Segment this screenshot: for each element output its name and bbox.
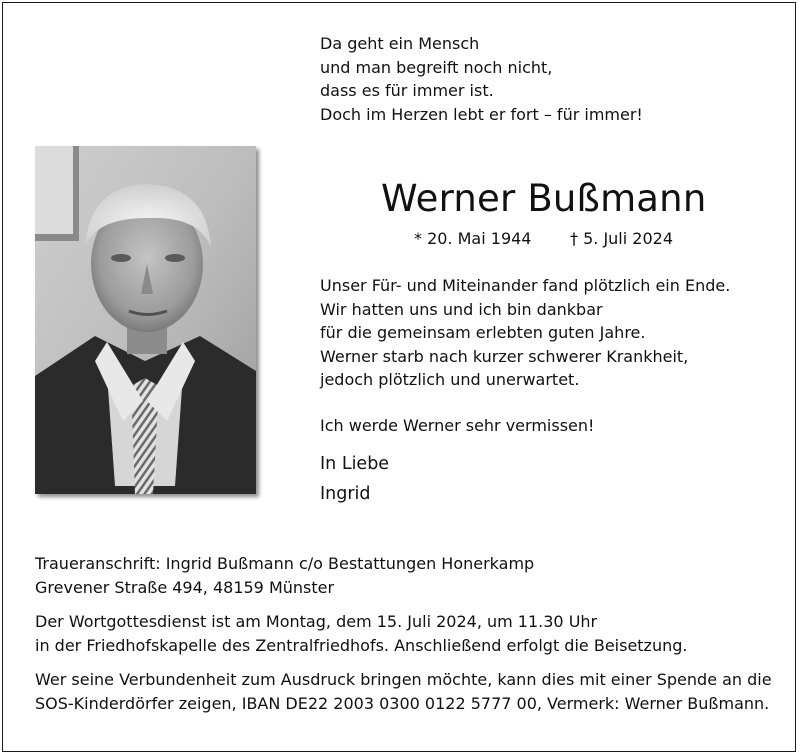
service-line: in der Friedhofskapelle des Zentralfriedhofs. Anschließend erfolgt die Beisetzung. [35,635,688,655]
service-line: Der Wortgottesdienst ist am Montag, dem 15. Juli 2024, um 11.30 Uhr [35,612,598,631]
portrait-photo [35,146,256,494]
service-details [35,610,687,657]
message-line: Unser Für- und Miteinander fand plötzlich ein Ende. [320,276,731,295]
address-line: Traueranschrift: Ingrid Bußmann c/o Bestattungen Honerkamp [35,554,535,573]
poem-line: Doch im Herzen lebt er fort – für immer! [320,104,643,124]
message [320,274,730,392]
donation-line: Wer seine Verbundenheit zum Ausdruck bringen möchte, kann dies mit einer Spende an die [35,670,772,689]
message-line: Werner starb nach kurzer schwerer Krankheit, [320,346,689,366]
donation-line: SOS-Kinderdörfer zeigen, IBAN DE22 2003 0300 0122 5777 00, Vermerk: Werner Bußmann. [35,693,770,713]
mourning-address [35,552,534,599]
donation-details [35,668,772,715]
deceased-name: Werner Bußmann [381,177,707,220]
message-line: Wir hatten uns und ich bin dankbar [320,299,603,319]
signoff-name: Ingrid [320,484,371,504]
poem [320,32,643,126]
message-line: jedoch plötzlich und unerwartet. [320,370,580,390]
address-line: Grevener Straße 494, 48159 Münster [35,577,335,597]
death-date: † 5. Juli 2024 [570,229,673,248]
birth-date: * 20. Mai 1944 [414,229,532,248]
poem-line: dass es für immer ist. [320,81,494,100]
miss-statement: Ich werde Werner sehr vermissen! [320,416,595,435]
message-line: für die gemeinsam erlebten guten Jahre. [320,323,646,343]
poem-line: Da geht ein Mensch [320,34,480,53]
poem-line: und man begreift noch nicht, [320,57,553,77]
signoff [320,449,389,509]
signoff-love: In Liebe [320,454,390,474]
